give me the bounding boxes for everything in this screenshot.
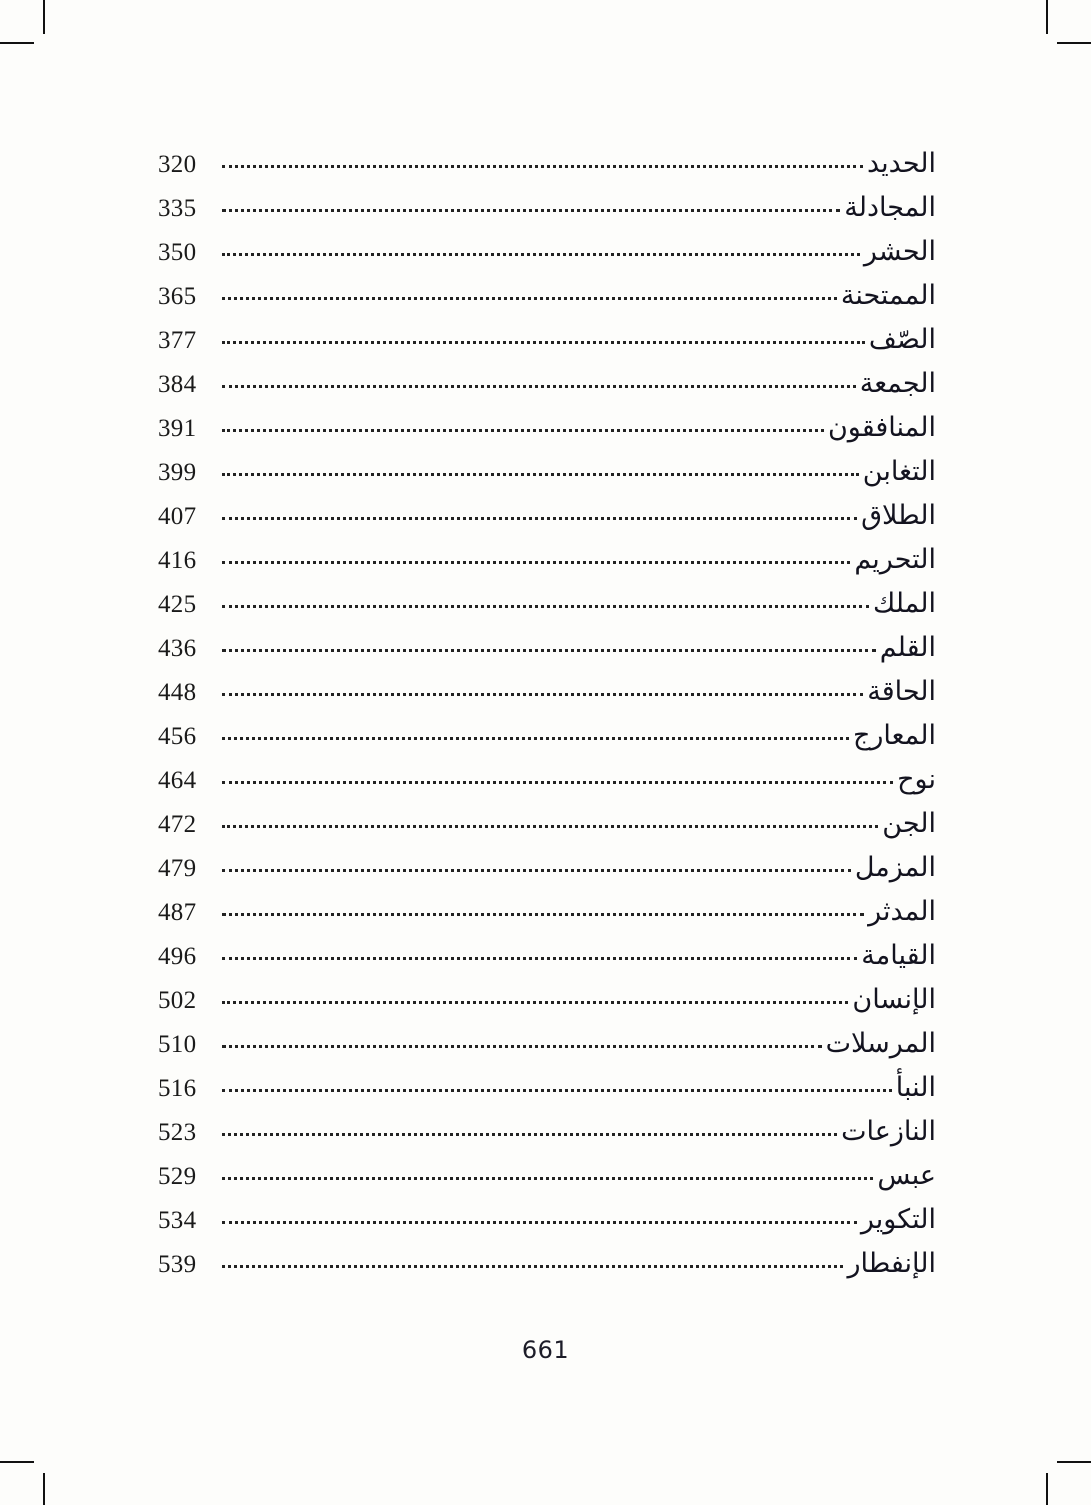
toc-entry-dot-leader: [222, 772, 893, 788]
toc-entry-dot-leader: [222, 1168, 873, 1184]
toc-entry-title: التحريم: [854, 544, 936, 575]
toc-entry[interactable]: [158, 722, 938, 766]
toc-entry[interactable]: [158, 458, 938, 502]
toc-entry[interactable]: [158, 942, 938, 986]
crop-mark-bottom-left-horizontal: [0, 1461, 34, 1463]
toc-entry-dot-leader: [222, 1080, 892, 1096]
toc-entry-page-number: 523: [158, 1119, 197, 1146]
toc-entry-dot-leader: [222, 684, 863, 700]
toc-entry-title: المنافقون: [827, 412, 936, 443]
toc-entry-page-number: 350: [158, 239, 197, 266]
toc-entry[interactable]: [158, 1162, 938, 1206]
toc-entry-title: الصّف: [868, 324, 936, 355]
toc-entry-page-number: 502: [158, 987, 197, 1014]
toc-entry-dot-leader: [222, 420, 824, 436]
toc-entry[interactable]: [158, 766, 938, 810]
toc-entry-title: التغابن: [862, 456, 936, 487]
toc-entry[interactable]: [158, 854, 938, 898]
toc-entry-dot-leader: [222, 1124, 837, 1140]
toc-entry-title: القلم: [879, 632, 936, 663]
toc-entry-title: الطلاق: [861, 500, 936, 531]
toc-entry[interactable]: [158, 1250, 938, 1294]
toc-entry-title: المجادلة: [844, 192, 936, 223]
toc-entry-dot-leader: [222, 156, 863, 172]
toc-entry-page-number: 534: [158, 1207, 197, 1234]
toc-entry[interactable]: [158, 1206, 938, 1250]
toc-entry[interactable]: [158, 326, 938, 370]
toc-entry-page-number: 529: [158, 1163, 197, 1190]
toc-entry-dot-leader: [222, 596, 869, 612]
toc-entry[interactable]: [158, 370, 938, 414]
toc-entry-page-number: 384: [158, 371, 197, 398]
toc-entry[interactable]: [158, 810, 938, 854]
toc-entry-dot-leader: [222, 332, 865, 348]
toc-entry-page-number: 479: [158, 855, 197, 882]
toc-entry-dot-leader: [222, 376, 856, 392]
toc-entry-page-number: 510: [158, 1031, 197, 1058]
toc-entry-page-number: 416: [158, 547, 197, 574]
toc-entry-dot-leader: [222, 1036, 822, 1052]
crop-mark-top-left-horizontal: [0, 42, 34, 44]
toc-entry-page-number: 436: [158, 635, 197, 662]
toc-entry-page-number: 391: [158, 415, 197, 442]
toc-entry-title: الحشر: [863, 236, 936, 267]
toc-entry-title: الممتحنة: [840, 280, 936, 311]
toc-entry-page-number: 464: [158, 767, 197, 794]
toc-entry-title: القيامة: [861, 940, 936, 971]
toc-entry-page-number: 487: [158, 899, 197, 926]
toc-entry[interactable]: [158, 1074, 938, 1118]
toc-entry-dot-leader: [222, 904, 864, 920]
toc-entry[interactable]: [158, 150, 938, 194]
toc-entry[interactable]: [158, 1118, 938, 1162]
toc-entry-page-number: 516: [158, 1075, 197, 1102]
toc-entry-title: النازعات: [841, 1116, 936, 1147]
toc-entry-page-number: 407: [158, 503, 197, 530]
toc-entry-dot-leader: [222, 508, 857, 524]
toc-entry-dot-leader: [222, 200, 840, 216]
crop-mark-bottom-right-horizontal: [1057, 1461, 1091, 1463]
table-of-contents: [158, 150, 938, 1294]
toc-entry-dot-leader: [222, 464, 859, 480]
toc-entry-page-number: 320: [158, 151, 197, 178]
toc-entry-dot-leader: [222, 860, 851, 876]
toc-entry-title: المرسلات: [825, 1028, 936, 1059]
toc-entry-dot-leader: [222, 1256, 843, 1272]
toc-entry-dot-leader: [222, 288, 837, 304]
toc-entry-page-number: 448: [158, 679, 197, 706]
crop-mark-top-right-vertical: [1046, 0, 1048, 34]
toc-entry-title: الجن: [882, 808, 936, 839]
toc-entry[interactable]: [158, 502, 938, 546]
toc-entry[interactable]: [158, 282, 938, 326]
toc-entry-page-number: 539: [158, 1251, 197, 1278]
toc-entry[interactable]: [158, 414, 938, 458]
toc-entry[interactable]: [158, 678, 938, 722]
toc-entry-title: نوح: [897, 764, 936, 795]
toc-entry-dot-leader: [222, 948, 857, 964]
toc-entry[interactable]: [158, 634, 938, 678]
toc-entry-title: المعارج: [852, 720, 936, 751]
toc-entry-page-number: 496: [158, 943, 197, 970]
toc-entry[interactable]: [158, 898, 938, 942]
toc-entry-dot-leader: [222, 640, 876, 656]
toc-entry-title: المزمل: [854, 852, 936, 883]
toc-entry-title: الحاقة: [867, 676, 936, 707]
toc-entry-page-number: 365: [158, 283, 197, 310]
crop-mark-bottom-right-vertical: [1046, 1473, 1048, 1505]
toc-entry-title: الإنسان: [852, 984, 936, 1015]
toc-entry[interactable]: [158, 238, 938, 282]
crop-mark-top-left-vertical: [43, 0, 45, 34]
toc-entry-page-number: 399: [158, 459, 197, 486]
toc-entry-title: الحديد: [866, 148, 936, 179]
toc-entry[interactable]: [158, 194, 938, 238]
toc-entry-dot-leader: [222, 728, 849, 744]
toc-entry-title: التكوير: [860, 1204, 936, 1235]
toc-entry-title: الإنفطار: [847, 1248, 936, 1279]
toc-entry-page-number: 425: [158, 591, 197, 618]
toc-entry-page-number: 377: [158, 327, 197, 354]
toc-entry-dot-leader: [222, 816, 878, 832]
toc-entry-dot-leader: [222, 552, 850, 568]
toc-entry-page-number: 472: [158, 811, 197, 838]
toc-entry[interactable]: [158, 1030, 938, 1074]
toc-entry-dot-leader: [222, 1212, 857, 1228]
toc-entry-page-number: 335: [158, 195, 197, 222]
crop-mark-top-right-horizontal: [1057, 42, 1091, 44]
toc-entry[interactable]: [158, 590, 938, 634]
toc-entry-title: المدثر: [868, 896, 936, 927]
toc-entry-dot-leader: [222, 244, 860, 260]
toc-entry[interactable]: [158, 986, 938, 1030]
toc-entry-page-number: 456: [158, 723, 197, 750]
page-number: 661: [521, 1336, 570, 1364]
crop-mark-bottom-left-vertical: [43, 1473, 45, 1505]
toc-entry-title: عبس: [877, 1160, 936, 1191]
toc-entry-title: النبأ: [895, 1072, 936, 1103]
toc-entry-title: الجمعة: [859, 368, 936, 399]
toc-entry[interactable]: [158, 546, 938, 590]
toc-entry-title: الملك: [872, 588, 936, 619]
toc-entry-dot-leader: [222, 992, 848, 1008]
